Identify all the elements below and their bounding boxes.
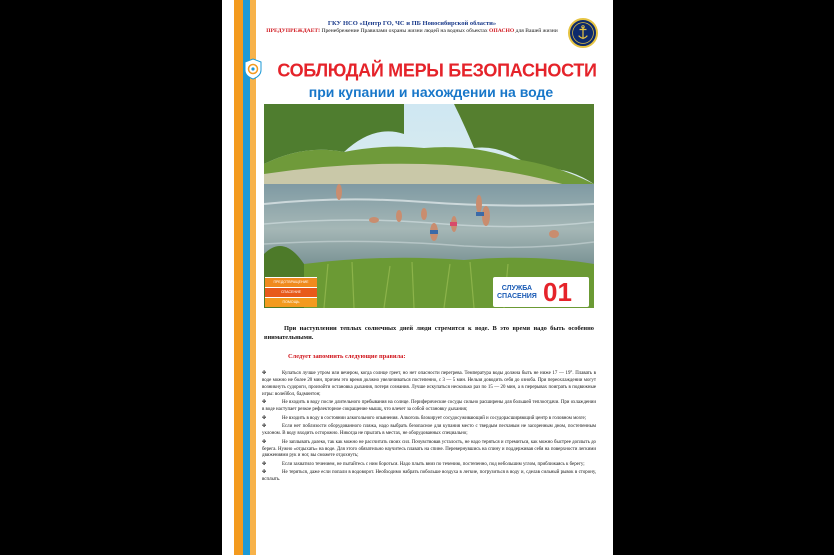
decorative-stripe-light-orange [250, 0, 256, 555]
photo-label-rescue: СПАСЕНИЕ [265, 287, 317, 297]
rule-item: ✤ Не теряться, даже если попали в водоворот. Необходимо набрать побольше воздуха в легкие, погрузиться в воду и, сделав сильный рывок в сторону, всплыть. [262, 470, 596, 483]
rules-heading: Следует запомнить следующие правила: [288, 353, 406, 360]
intro-paragraph: При наступлении теплых солнечных дней люди стремятся к воде. В это время надо быть особенно внимательными. [264, 325, 594, 341]
rule-item: ✤ Не заплывать далеко, так как можно не рассчитать своих сил. Почувствовав усталость, не надо теряться и стремиться, как можно быстрее доплыть до берега. Нужно «отдыхать» на воде. Для этого обязательно научитесь плавать на спине. Перевернувшись на спину и поддерживая себя на поверхности легкими движениями рук и ног, вы сможете отдохнуть; [262, 439, 596, 459]
bullet-icon: ✤ [262, 439, 267, 445]
rules-list [262, 370, 596, 485]
bullet-icon: ✤ [262, 371, 267, 376]
service-text [497, 285, 537, 301]
warning-tail: для Вашей жизни [515, 28, 558, 35]
warning-text: Пренебрежение Правилами охраны жизни людей на водных объектах [321, 28, 488, 35]
header [262, 20, 562, 35]
rescue-logo-icon [244, 58, 262, 80]
photo-label-prevention: ПРЕДОТВРАЩЕНИЕ [265, 277, 317, 287]
bullet-icon: ✤ [262, 415, 267, 421]
photo-labels [265, 277, 317, 307]
rule-item: ✤ Если нет поблизости оборудованного пляжа, надо выбрать безопасное для купания место с твердым песчаным не засоренным дном, постепенным уклоном. В воду входить осторожно. Никогда не прыгать в местах, не оборудованных специально; [262, 424, 596, 437]
rule-item: ✤ Купаться лучше утром или вечером, когда солнце греет, но нет опасности перегрева. Температура воды должна быть не ниже 17 — 19°. Плавать в воде можно не более 20 мин, причем это время должно увеличиваться постепенно, с 3 — 5 мин. Нельзя доводить себя до озноба. При переохлаждении могут возникнуть судороги, произойти остановка дыхания, потеря сознания. Лучше искупаться несколько раз по 15 — 20 мин, а в перерывах поиграть в подвижные игры: волейбол, бадминтон; [262, 371, 596, 397]
bullet-icon: ✤ [262, 400, 267, 406]
danger-word: ОПАСНО [489, 28, 515, 35]
decorative-stripe-orange [234, 0, 243, 555]
organization-name: ГКУ НСО «Центр ГО, ЧС и ПБ Новосибирской области» [327, 20, 497, 27]
decorative-stripe-blue [243, 0, 250, 555]
rule-item: ✤ Не входить в воду после длительного пребывания на солнце. Периферические сосуды сильно расширены для большей теплоотдачи. При охлаждении в воде наступает резкое рефлекторное сокращение мышц, что влечет за собой остановку дыхания; [262, 400, 596, 413]
banner-title: СОБЛЮДАЙ МЕРЫ БЕЗОПАСНОСТИ [277, 59, 597, 81]
rule-item: ✤ Если захватило течением, не пытайтесь с ним бороться. Надо плыть вниз по течению, постепенно, под небольшим углом, приближаясь к берегу; [262, 461, 585, 467]
banner-subtitle: при купании и нахождении на воде [308, 84, 554, 100]
rule-item: ✤ Не входить в воду в состоянии алкогольного опьянения. Алкоголь блокирует сосудосуживающий и сосудорасширяющий центр в головном мозге; [262, 415, 587, 421]
service-line1: СЛУЖБА [501, 285, 533, 292]
service-number: 01 [543, 277, 572, 307]
photo-label-help: ПОМОЩЬ [265, 297, 317, 307]
service-line2: СПАСЕНИЯ [497, 293, 537, 300]
bullet-icon: ✤ [262, 470, 267, 476]
bullet-icon: ✤ [262, 461, 267, 467]
warning-line [262, 28, 562, 35]
bullet-icon: ✤ [262, 424, 267, 430]
leaflet-page [222, 0, 613, 555]
warning-label: ПРЕДУПРЕЖДАЕТ! [266, 28, 321, 35]
anchor-emblem-icon [568, 18, 598, 48]
rescue-service-badge [493, 277, 589, 307]
